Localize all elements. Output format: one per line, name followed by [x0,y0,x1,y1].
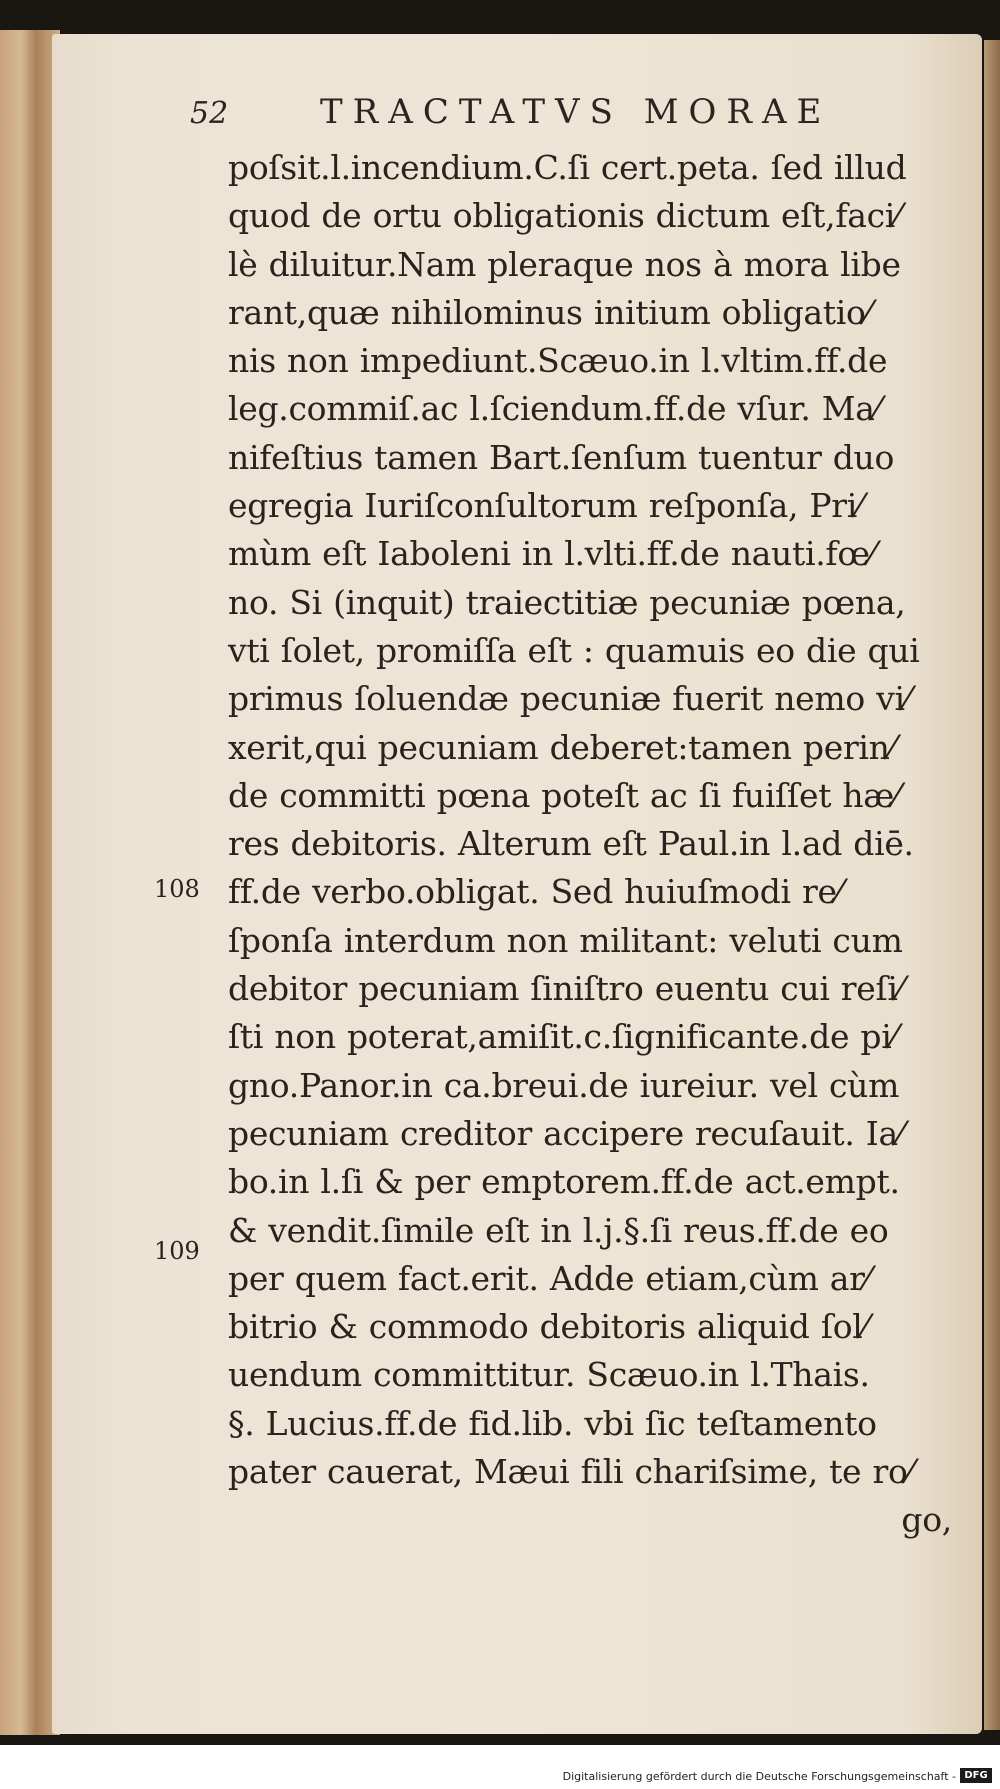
text-line: mùm eſt Iaboleni in l.vlti.ff.de nauti.fœ⁄ [228,534,875,574]
text-line: rant,quæ nihilominus initium obligatio⁄ [228,292,871,332]
text-line: de committi pœna poteſt ac ſi fuiſſet hæ⁄ [228,775,900,815]
page-edge-left [0,30,60,1735]
text-line: pater cauerat, Mæui fili chariſsime, te ro⁄ [228,1452,913,1492]
text-line: §. Lucius.ff.de fid.lib. vbi ſic teſtamento [228,1403,877,1443]
text-line: vti ſolet, promiſſa eſt : quamuis eo die qui [228,630,920,670]
page-edge-right [984,40,1000,1730]
text-line: & vendit.ſimile eſt in l.j.§.ſi reus.ff.de eo [228,1210,889,1250]
text-line: primus ſoluendæ pecuniæ fuerit nemo vi⁄ [228,679,910,719]
text-line: debitor pecuniam ſiniſtro euentu cui reſi⁄ [228,969,903,1009]
margin-number-108: 108 [154,875,200,903]
text-line: res debitoris. Alterum eſt Paul.in l.ad diē. [228,824,914,864]
text-line: bo.in l.ſi & per emptorem.ff.de act.empt. [228,1162,900,1202]
text-line: poſsit.l.incendium.C.ſi cert.peta. ſed illud [228,148,907,187]
funding-credit: Digitalisierung gefördert durch die Deutsche Forschungsgemeinschaft - [562,1770,956,1783]
text-line: egregia Iuriſconſultorum reſponſa, Pri⁄ [228,486,863,526]
running-head [190,92,890,142]
text-line: nis non impediunt.Scæuo.in l.vltim.ff.de [228,341,888,381]
text-line: ſti non poterat,amiſit.c.ſignificante.de pi⁄ [228,1017,897,1057]
text-line: ff.de verbo.obligat. Sed huiuſmodi re⁄ [228,872,842,912]
text-line: leg.commiſ.ac l.ſciendum.ff.de vſur. Ma⁄ [228,389,880,429]
text-line: gno.Panor.in ca.breui.de iureiur. vel cùm [228,1065,900,1105]
text-line: lè diluitur.Nam pleraque nos à mora libe [228,244,901,284]
text-line: uendum committitur. Scæuo.in l.Thais. [228,1355,870,1395]
text-line: pecuniam creditor accipere recuſauit. Ia⁄ [228,1113,904,1153]
text-line: per quem fact.erit. Adde etiam,cùm ar⁄ [228,1258,870,1298]
margin-number-109: 109 [154,1237,200,1265]
page-number: 52 [190,96,229,131]
text-line: no. Si (inquit) traiectitiæ pecuniæ pœna, [228,582,906,622]
running-head-title: TRACTATVS MORAE [320,92,832,132]
catchword: go, [901,1500,952,1540]
body-text [228,144,968,1545]
text-line: nifeſtius tamen Bart.ſenſum tuentur duo [228,437,895,477]
dfg-logo: DFG [960,1768,992,1783]
text-line: ſponſa interdum non militant: veluti cum [228,920,903,960]
text-line: xerit,qui pecuniam deberet:tamen perin⁄ [228,727,895,767]
text-line: quod de ortu obligationis dictum eſt,faci⁄ [228,196,901,236]
text-line: bitrio & commodo debitoris aliquid ſol⁄ [228,1307,868,1347]
